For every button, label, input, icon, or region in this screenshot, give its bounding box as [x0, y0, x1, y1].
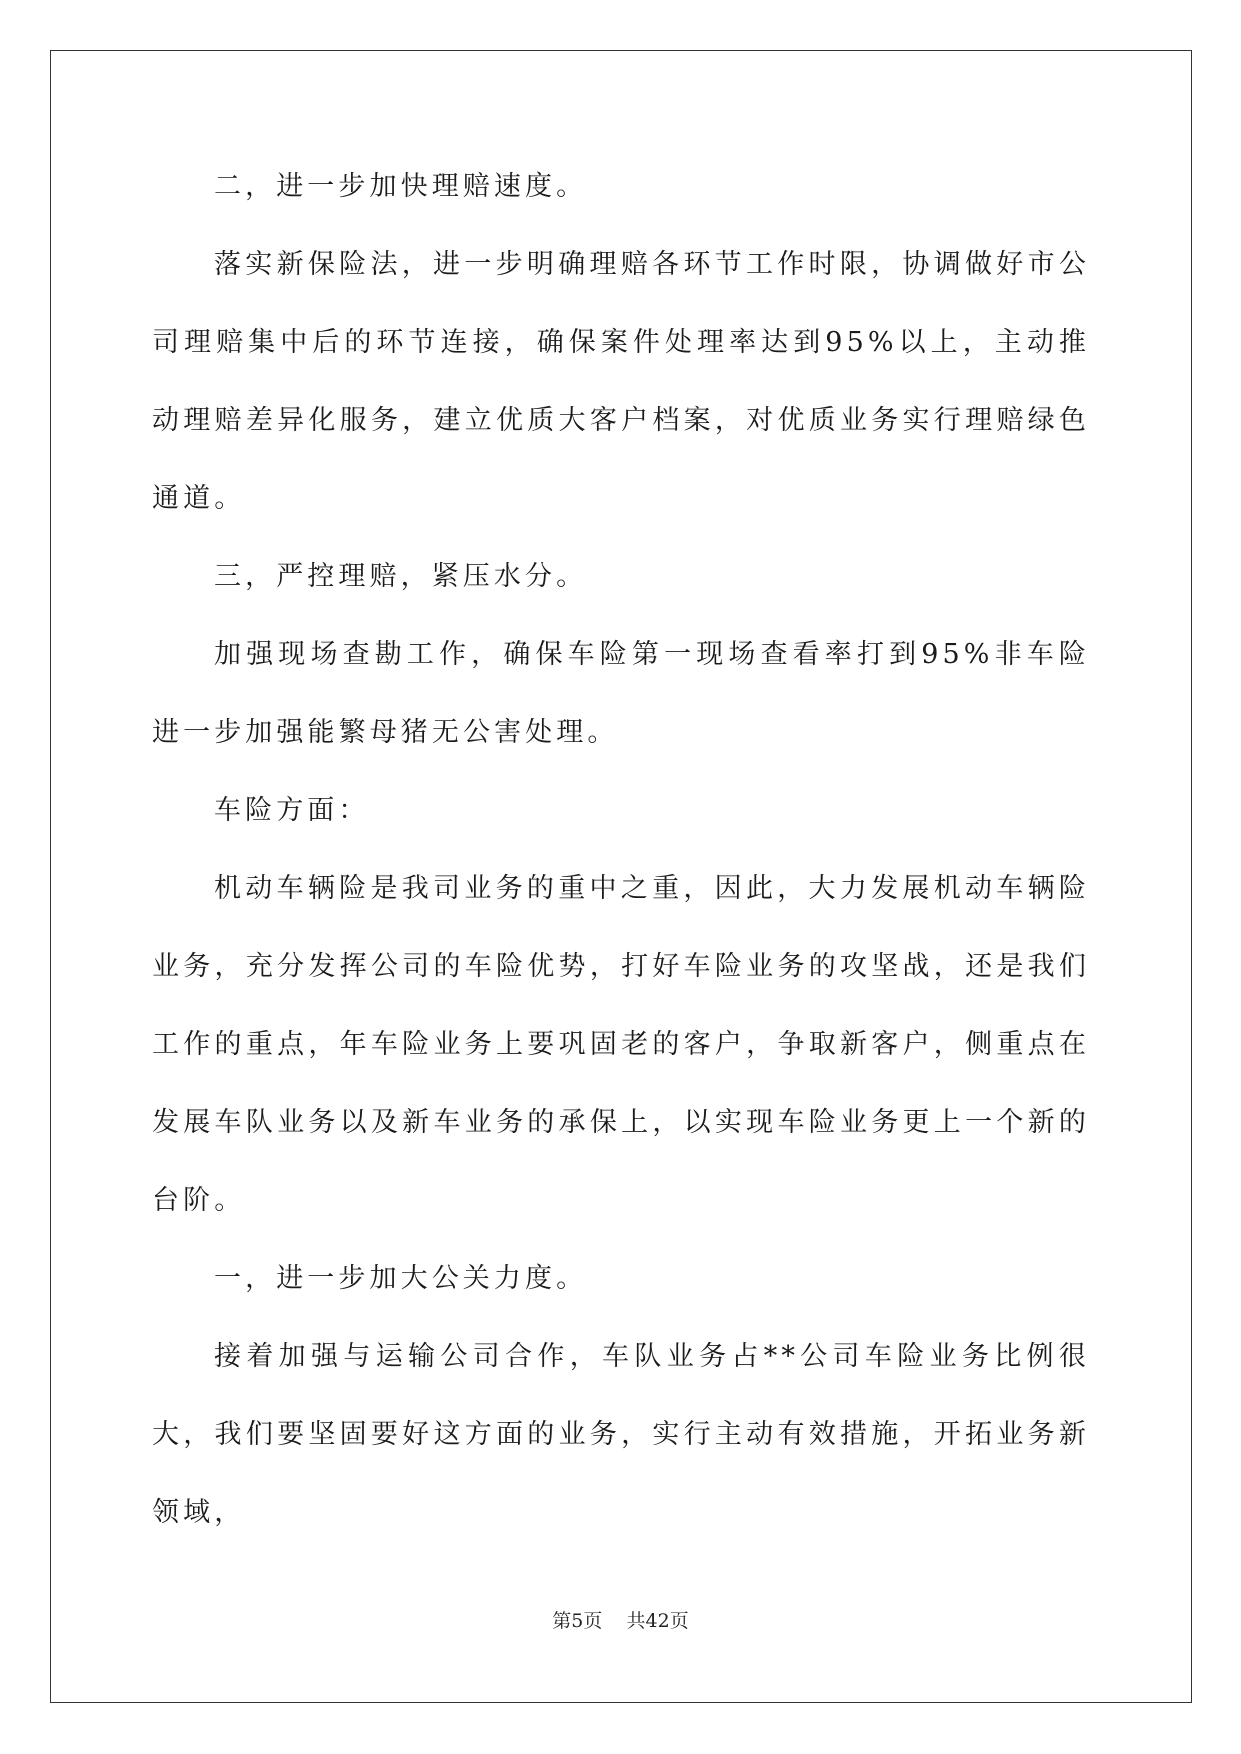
- total-pages: 42: [645, 1610, 670, 1632]
- paragraph-heading-3: 三，严控理赔，紧压水分。: [214, 561, 588, 592]
- page-footer: [0, 1606, 1241, 1633]
- page-number: 5: [571, 1610, 584, 1632]
- paragraph: 落实新保险法，进一步明确理赔各环节工作时限，协调做好市公司理赔集中后的环节连接，确保案件处理率达到95%以上，主动推动理赔差异化服务，建立优质大客户档案，对优质业务实行理赔绿色通道。: [152, 249, 1090, 514]
- paragraph-heading-1: 一，进一步加大公关力度。: [214, 1263, 588, 1294]
- paragraph-heading-2: 二，进一步加快理赔速度。: [214, 171, 588, 202]
- total-prefix: 共: [626, 1610, 646, 1632]
- paragraph-heading-auto-insurance: 车险方面：: [214, 795, 370, 826]
- paragraph: 接着加强与运输公司合作，车队业务占**公司车险业务比例很大，我们要坚固要好这方面的业务，实行主动有效措施，开拓业务新领域，: [152, 1341, 1090, 1528]
- page-prefix: 第: [552, 1610, 572, 1632]
- paragraph: 加强现场查勘工作，确保车险第一现场查看率打到95%非车险进一步加强能繁母猪无公害处理。: [152, 639, 1090, 748]
- paragraph: 机动车辆险是我司业务的重中之重，因此，大力发展机动车辆险业务，充分发挥公司的车险优势，打好车险业务的攻坚战，还是我们工作的重点，年车险业务上要巩固老的客户，争取新客户，侧重点在发展车队业务以及新车业务的承保上，以实现车险业务更上一个新的台阶。: [152, 873, 1090, 1216]
- page-suffix: 页: [583, 1610, 603, 1632]
- total-suffix: 页: [669, 1610, 689, 1632]
- document-body: [152, 148, 1090, 1552]
